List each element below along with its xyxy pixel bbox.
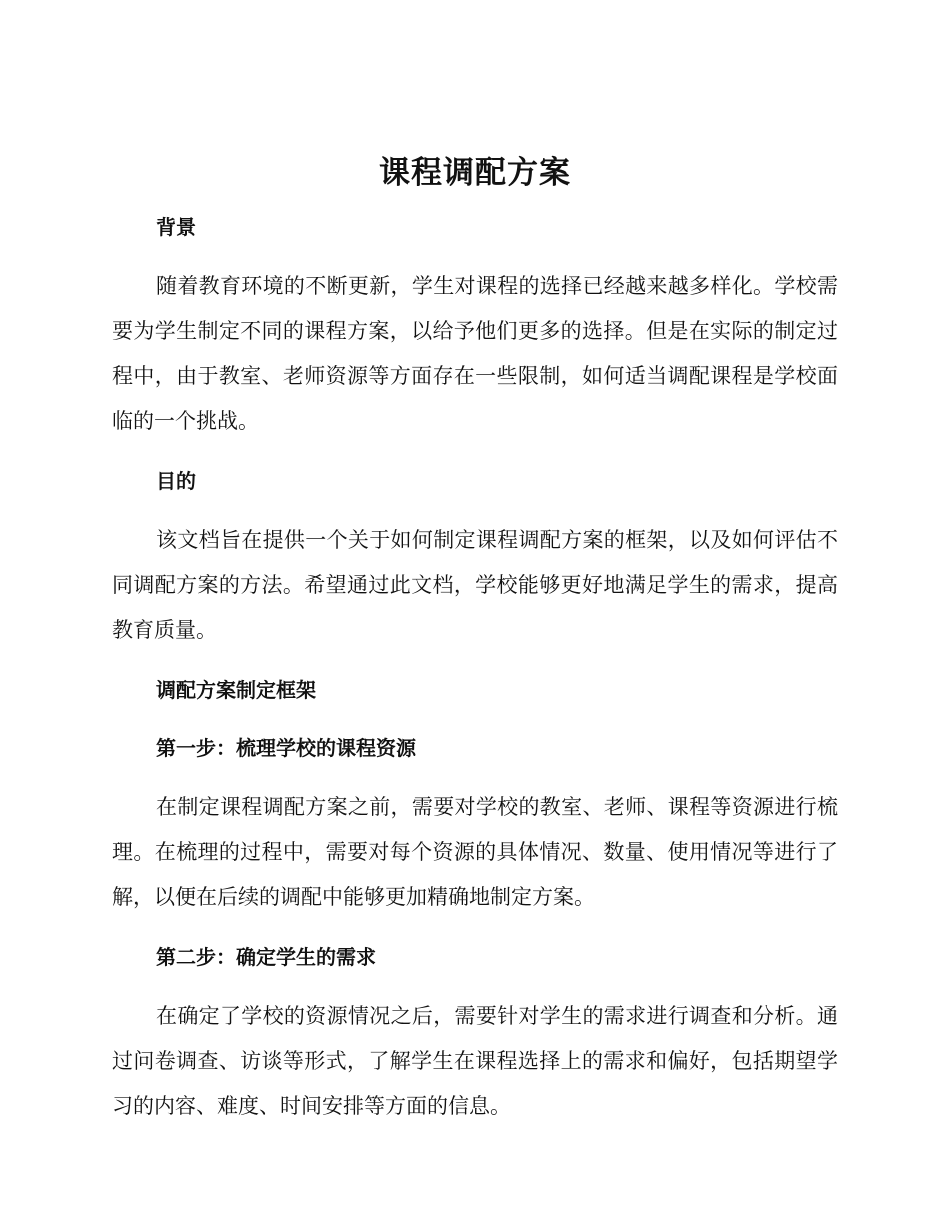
section-paragraph-background: 随着教育环境的不断更新，学生对课程的选择已经越来越多样化。学校需要为学生制定不同的课程方案，以给予他们更多的选择。但是在实际的制定过程中，由于教室、老师资源等方面存在一些限制，如何适当调配课程是学校面临的一个挑战。 [112, 274, 838, 433]
section-heading-background: 背景 [156, 215, 196, 239]
section-heading-framework: 调配方案制定框架 [156, 678, 316, 702]
section-paragraph-step-one: 在制定课程调配方案之前，需要对学校的教室、老师、课程等资源进行梳理。在梳理的过程中，需要对每个资源的具体情况、数量、使用情况等进行了解，以便在后续的调配中能够更加精确地制定方案。 [112, 795, 838, 909]
section-paragraph-purpose: 该文档旨在提供一个关于如何制定课程调配方案的框架，以及如何评估不同调配方案的方法。希望通过此文档，学校能够更好地满足学生的需求，提高教育质量。 [112, 528, 838, 642]
document-title: 课程调配方案 [379, 155, 571, 191]
section-heading-step-one: 第一步：梳理学校的课程资源 [156, 736, 416, 760]
section-paragraph-step-two: 在确定了学校的资源情况之后，需要针对学生的需求进行调查和分析。通过问卷调查、访谈等形式，了解学生在课程选择上的需求和偏好，包括期望学习的内容、难度、时间安排等方面的信息。 [112, 1004, 838, 1118]
section-heading-purpose: 目的 [156, 469, 196, 493]
section-heading-step-two: 第二步：确定学生的需求 [156, 945, 376, 969]
